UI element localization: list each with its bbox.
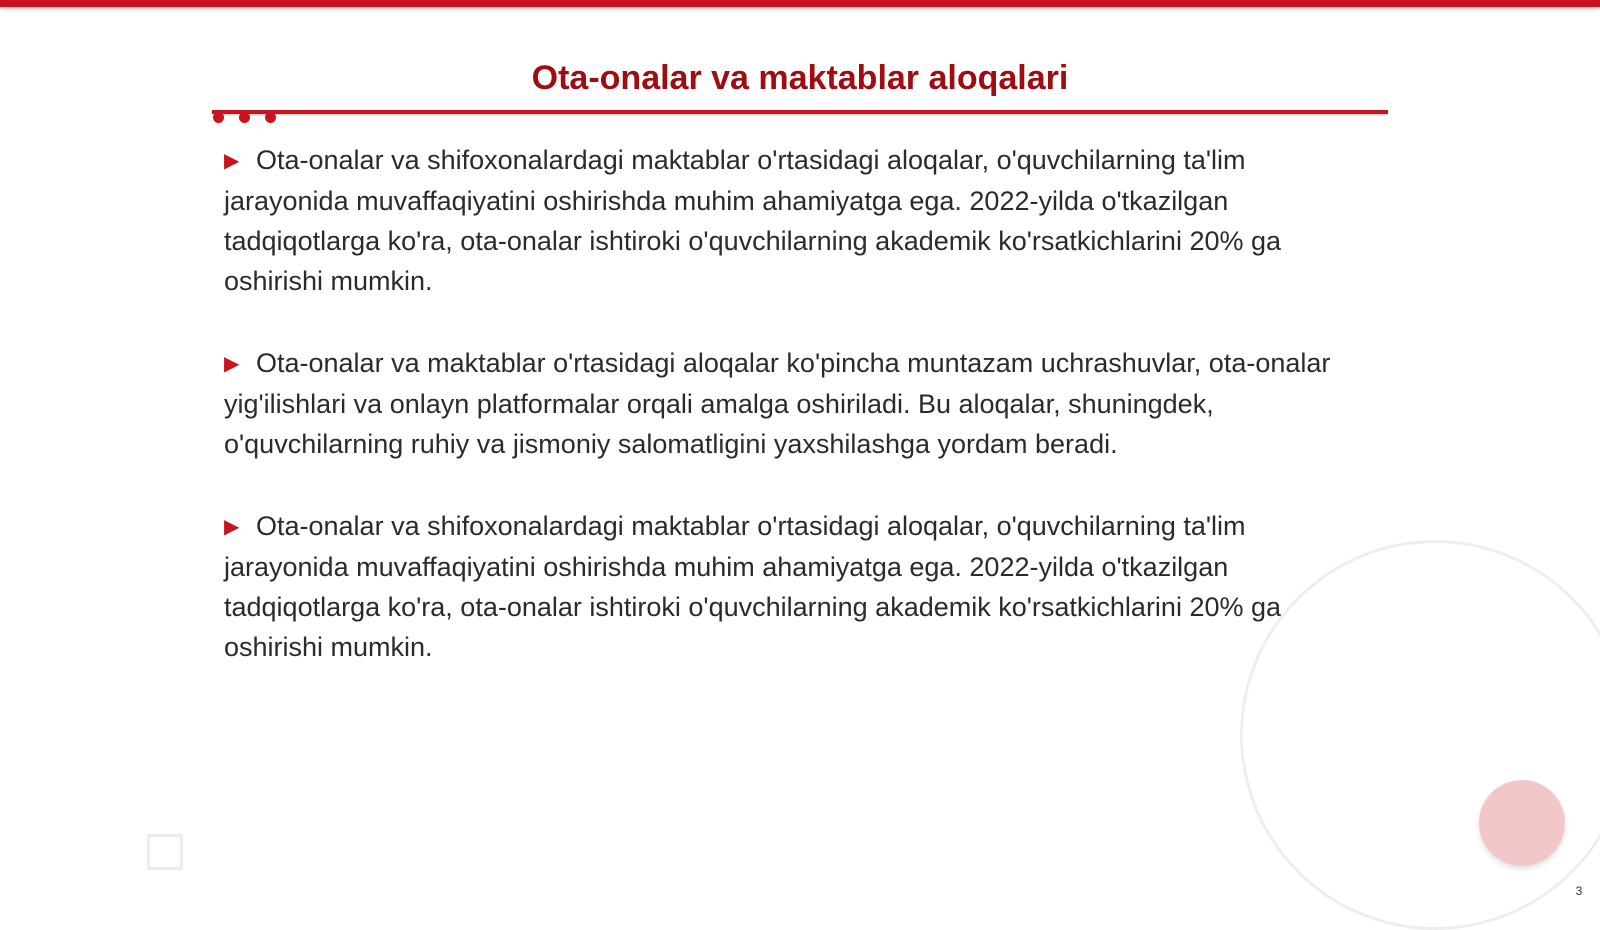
decor-ring — [1240, 540, 1600, 930]
bullet-text: Ota-onalar va shifoxonalardagi maktablar o'rtasidagi aloqalar, o'quvchilarning ta'lim jarayonida muvaffaqiyatini oshirishda muhim ahamiyatga ega. 2022-yilda o'tkazilgan tadqiqotlarga ko'ra, ota-onalar ishtiroki o'quvchilarning akademik ko'rsatkichlarini 20% ga oshirishi mumkin. — [224, 511, 1282, 662]
decor-dot — [213, 112, 224, 123]
page-number: 3 — [1575, 884, 1583, 898]
decor-square — [147, 834, 183, 870]
bullet-list — [224, 140, 1334, 709]
bullet-item — [224, 140, 1334, 301]
bullet-item — [224, 343, 1334, 464]
bullet-text: Ota-onalar va shifoxonalardagi maktablar o'rtasidagi aloqalar, o'quvchilarning ta'lim jarayonida muvaffaqiyatini oshirishda muhim ahamiyatga ega. 2022-yilda o'tkazilgan tadqiqotlarga ko'ra, ota-onalar ishtiroki o'quvchilarning akademik ko'rsatkichlarini 20% ga oshirishi mumkin. — [224, 145, 1282, 296]
slide-title: Ota-onalar va maktablar aloqalari — [531, 59, 1069, 97]
triangle-right-icon: ▶ — [224, 150, 240, 172]
title-underline — [212, 110, 1388, 114]
triangle-right-icon: ▶ — [224, 353, 240, 375]
decor-dot — [239, 112, 250, 123]
top-accent-bar — [0, 0, 1600, 7]
decor-dot — [265, 112, 276, 123]
bullet-text: Ota-onalar va maktablar o'rtasidagi aloqalar ko'pincha muntazam uchrashuvlar, ota-onalar yig'ilishlari va onlayn platformalar orqali amalga oshiriladi. Bu aloqalar, shuningdek, o'quvchilarning ruhiy va jismoniy salomatligini yaxshilashga yordam beradi. — [224, 348, 1331, 459]
bullet-item — [224, 506, 1334, 667]
triangle-right-icon: ▶ — [224, 516, 240, 538]
decor-circle — [1479, 780, 1565, 866]
